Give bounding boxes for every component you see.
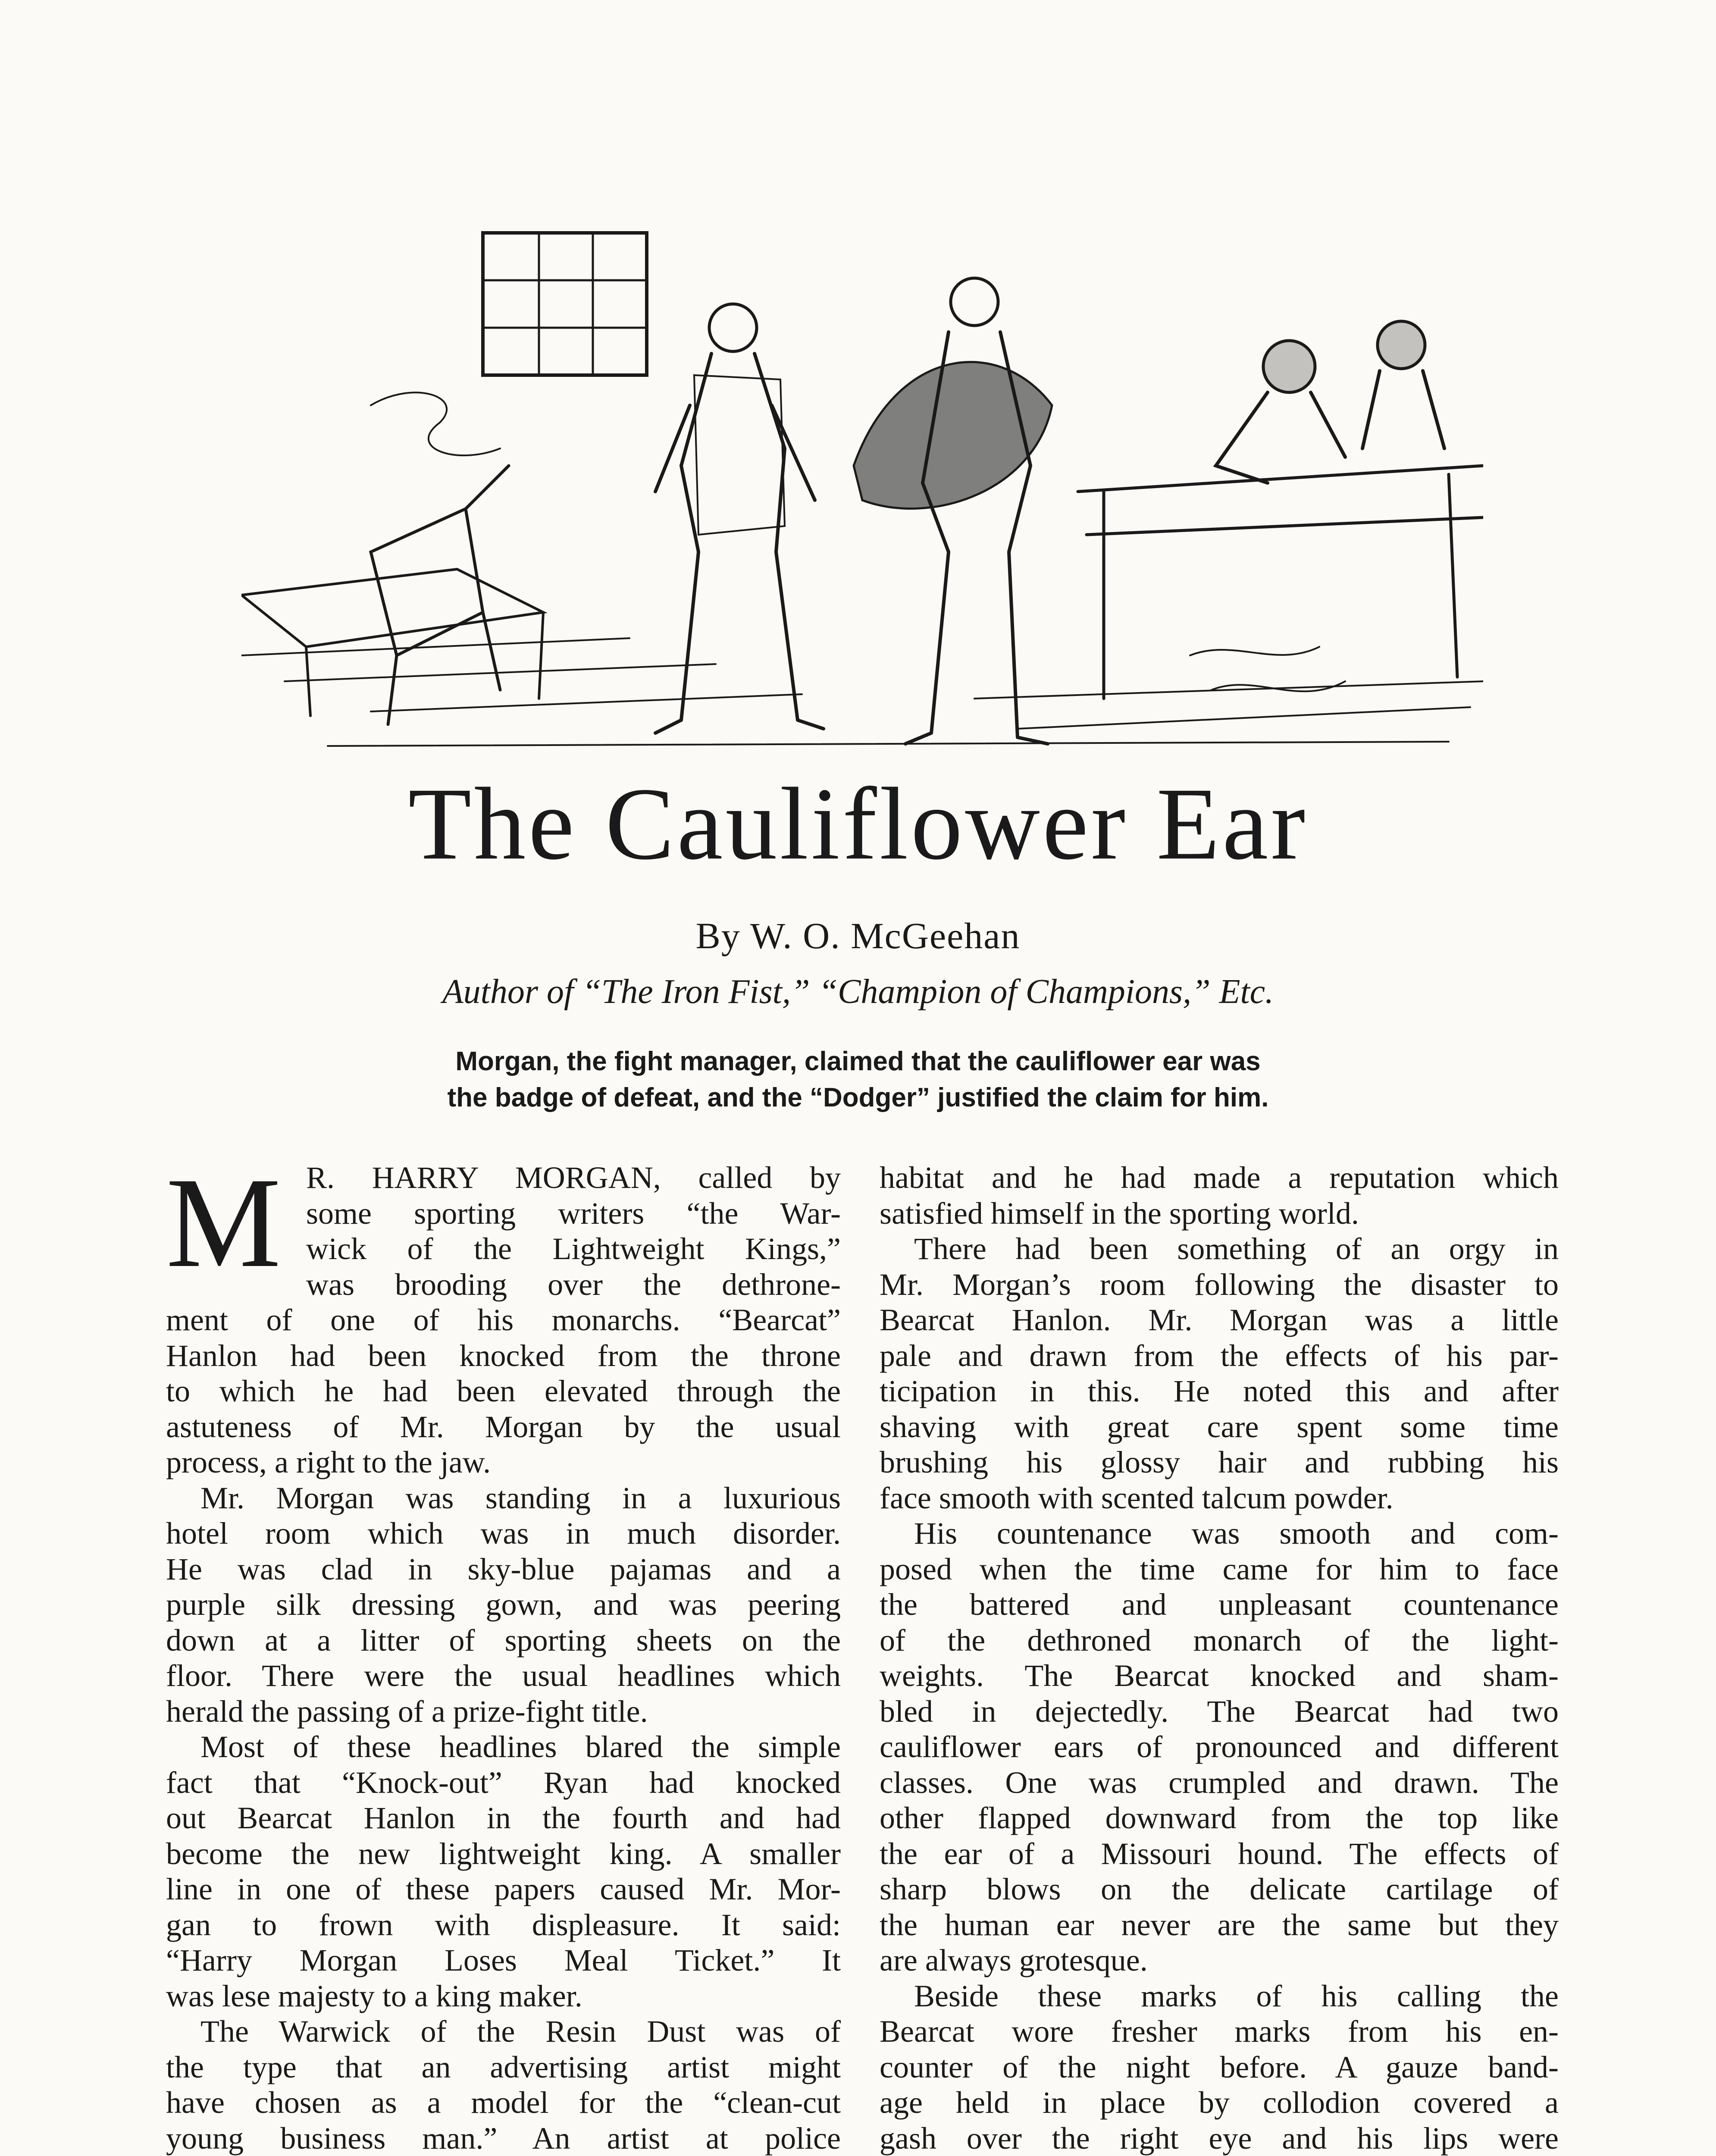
- teaser-line: Morgan, the fight manager, claimed that the cauliflower ear was: [455, 1047, 1261, 1076]
- body-line: the human ear never are the same but they: [880, 1907, 1559, 1942]
- body-line: out Bearcat Hanlon in the fourth and had: [166, 1801, 841, 1835]
- body-line: Bearcat Hanlon. Mr. Morgan was a little: [880, 1303, 1559, 1337]
- body-line: age held in place by collodion covered a: [880, 2085, 1559, 2120]
- body-line: Mr. Morgan’s room following the disaster to: [880, 1267, 1559, 1302]
- body-line: the ear of a Missouri hound. The effects of: [880, 1836, 1559, 1871]
- body-line: There had been something of an orgy in: [914, 1232, 1559, 1266]
- body-line: purple silk dressing gown, and was peering: [166, 1587, 841, 1622]
- body-line: The Warwick of the Resin Dust was of: [200, 2014, 841, 2049]
- body-line: to which he had been elevated through the: [166, 1374, 841, 1408]
- body-line: was brooding over the dethrone-: [306, 1267, 841, 1302]
- body-line: cauliflower ears of pronounced and different: [880, 1730, 1559, 1764]
- body-line: young business man.” An artist at police: [166, 2121, 841, 2156]
- article-teaser: [0, 1044, 1716, 1116]
- body-line: bled in dejectedly. The Bearcat had two: [880, 1694, 1559, 1729]
- body-line: pale and drawn from the effects of his par-: [880, 1338, 1559, 1373]
- body-line: brushing his glossy hair and rubbing his: [880, 1445, 1559, 1479]
- body-line: floor. There were the usual headlines which: [166, 1658, 841, 1693]
- body-line: fact that “Knock-out” Ryan had knocked: [166, 1765, 841, 1800]
- body-line: Most of these headlines blared the simple: [200, 1730, 841, 1764]
- body-line: face smooth with scented talcum powder.: [880, 1480, 1393, 1515]
- body-line: the type that an advertising artist might: [166, 2049, 841, 2084]
- body-line: sharp blows on the delicate cartilage of: [880, 1872, 1559, 1906]
- body-line: hotel room which was in much disorder.: [166, 1516, 841, 1551]
- illustration-sketch: [241, 224, 1483, 763]
- body-line: astuteness of Mr. Morgan by the usual: [166, 1409, 841, 1444]
- body-line: His countenance was smooth and com-: [914, 1516, 1559, 1551]
- body-line: “Harry Morgan Loses Meal Ticket.” It: [166, 1943, 841, 1977]
- body-line: was lese majesty to a king maker.: [166, 1978, 582, 2013]
- body-line: wick of the Lightweight Kings,”: [306, 1232, 841, 1266]
- body-line: ment of one of his monarchs. “Bearcat”: [166, 1303, 841, 1337]
- body-line: process, a right to the jaw.: [166, 1445, 491, 1479]
- body-line: habitat and he had made a reputation which: [880, 1160, 1559, 1195]
- article-title: The Cauliflower Ear: [408, 766, 1308, 881]
- body-line: gash over the right eye and his lips were: [880, 2121, 1559, 2156]
- body-line: shaving with great care spent some time: [880, 1409, 1559, 1444]
- body-line: ticipation in this. He noted this and after: [880, 1374, 1559, 1408]
- drop-cap: M: [166, 1151, 281, 1294]
- body-line: become the new lightweight king. A smaller: [166, 1836, 841, 1871]
- body-line: the battered and unpleasant countenance: [880, 1587, 1559, 1622]
- body-line: down at a litter of sporting sheets on the: [166, 1623, 841, 1658]
- body-line: counter of the night before. A gauze band-: [880, 2049, 1559, 2084]
- body-line: He was clad in sky-blue pajamas and a: [166, 1551, 841, 1586]
- body-line: some sporting writers “the War-: [306, 1196, 841, 1231]
- body-line: of the dethroned monarch of the light-: [880, 1623, 1559, 1658]
- body-line: gan to frown with displeasure. It said:: [166, 1907, 841, 1942]
- body-line: posed when the time came for him to face: [880, 1551, 1559, 1586]
- body-line: are always grotesque.: [880, 1943, 1148, 1977]
- body-line: Hanlon had been knocked from the throne: [166, 1338, 841, 1373]
- teaser-line: the badge of defeat, and the “Dodger” justified the claim for him.: [447, 1083, 1269, 1112]
- author-credits: Author of “The Iron Fist,” “Champion of Champions,” Etc.: [442, 973, 1274, 1011]
- body-line: classes. One was crumpled and drawn. The: [880, 1765, 1559, 1800]
- body-line: satisfied himself in the sporting world.: [880, 1196, 1359, 1231]
- body-line: R. HARRY MORGAN, called by: [306, 1160, 841, 1195]
- body-line: weights. The Bearcat knocked and sham-: [880, 1658, 1559, 1693]
- article-byline: By W. O. McGeehan: [695, 915, 1021, 956]
- body-line: have chosen as a model for the “clean-cut: [166, 2085, 841, 2120]
- body-line: other flapped downward from the top like: [880, 1801, 1559, 1835]
- left-column: [166, 1151, 841, 2156]
- body-line: Bearcat wore fresher marks from his en-: [880, 2014, 1559, 2049]
- pen-and-ink-illustration: [241, 224, 1483, 763]
- body-line: Mr. Morgan was standing in a luxurious: [200, 1480, 841, 1515]
- body-line: herald the passing of a prize-fight title.: [166, 1694, 648, 1729]
- right-column: [880, 1160, 1559, 2156]
- body-line: Beside these marks of his calling the: [914, 1978, 1559, 2013]
- body-line: line in one of these papers caused Mr. Mor-: [166, 1872, 841, 1906]
